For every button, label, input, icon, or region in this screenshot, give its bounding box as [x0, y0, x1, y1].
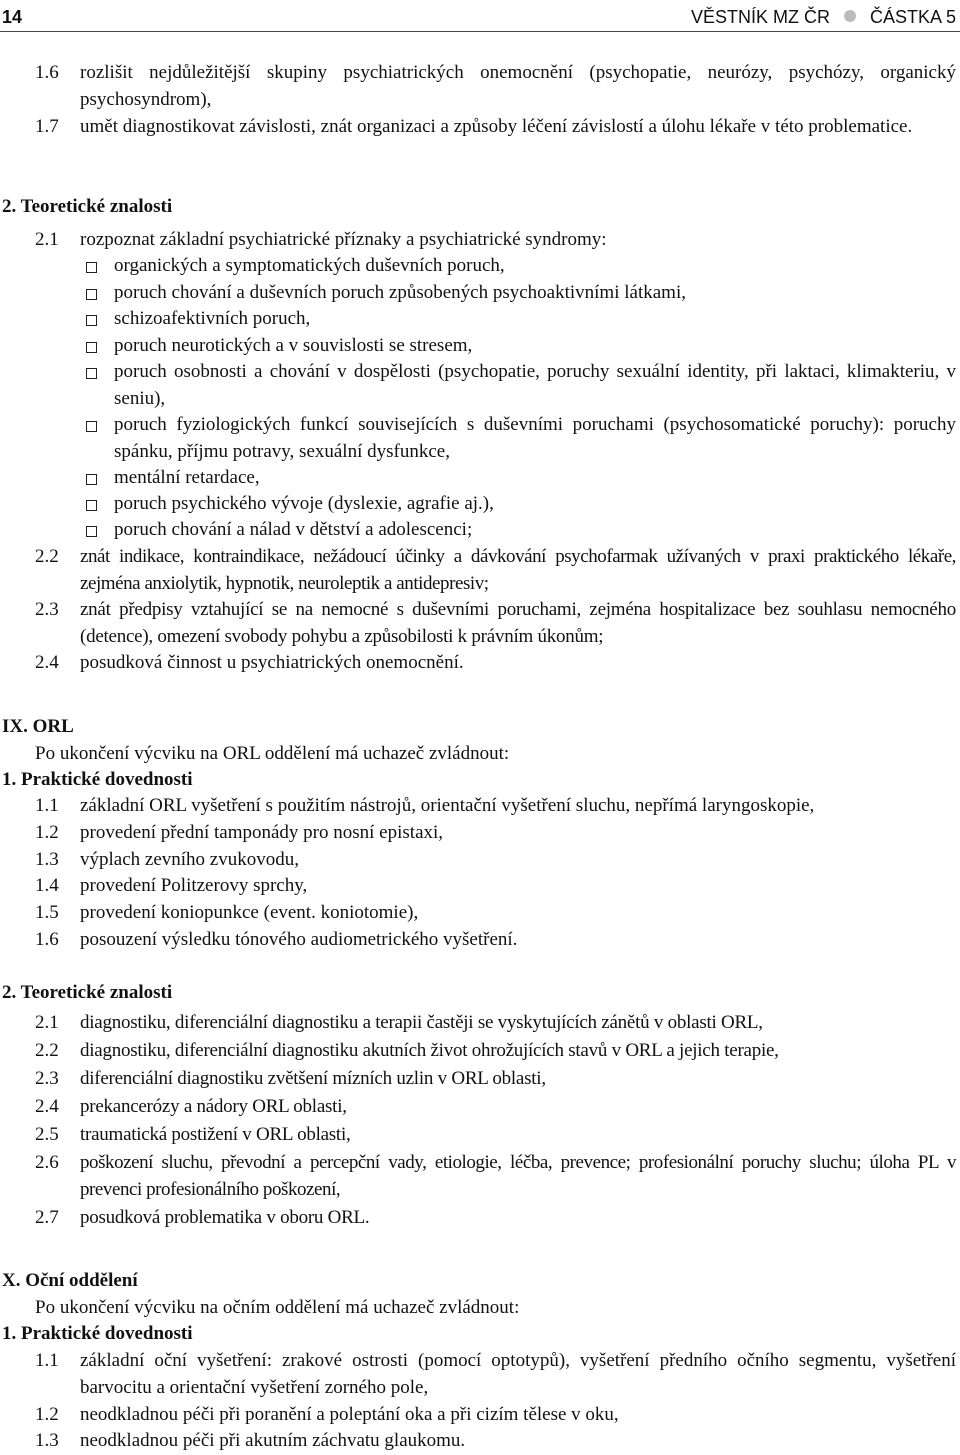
item-number: 2.5: [35, 1124, 59, 1145]
item-number: 2.3: [35, 1068, 59, 1089]
chapter-intro: Po ukončení výcviku na očním oddělení má uchazeč zvládnout:: [35, 1297, 520, 1318]
item-text: výplach zevního zvukovodu,: [80, 849, 299, 870]
chapter-heading: IX. ORL: [2, 716, 74, 737]
item-number: 1.6: [35, 62, 59, 83]
subsection-heading: 1. Praktické dovednosti: [2, 1323, 193, 1344]
publication-title: [691, 4, 956, 31]
publication-name: VĚSTNÍK MZ ČR: [690, 7, 830, 27]
bullet-text: poruch psychického vývoje (dyslexie, agrafie aj.),: [114, 493, 494, 514]
item-text: rozlišit nejdůležitější skupiny psychiatrických onemocnění (psychopatie, neurózy, psychózy, organický psychosyndrom),: [80, 62, 956, 110]
section-heading: 2. Teoretické znalosti: [2, 196, 173, 217]
header-rule: [0, 31, 960, 32]
item-number: 1.4: [35, 875, 59, 896]
subsection-heading: 1. Praktické dovednosti: [2, 769, 193, 790]
bullet-text: mentální retardace,: [114, 467, 260, 488]
item-number: 1.1: [35, 1350, 59, 1371]
chapter-heading: X. Oční oddělení: [2, 1270, 138, 1291]
item-text: základní oční vyšetření: zrakové ostrosti (pomocí optotypů), vyšetření předního očního segmentu, vyšetření barvocitu a orientační vyšetření zorného pole,: [80, 1350, 956, 1398]
item-text: diagnostiku, diferenciální diagnostiku akutních život ohrožujících stavů v ORL a jejich terapie,: [80, 1040, 779, 1061]
bullet-text: schizoafektivních poruch,: [114, 308, 311, 329]
item-text: posudková problematika v oboru ORL.: [80, 1207, 370, 1228]
item-number: 1.2: [35, 1404, 59, 1425]
item-number: 2.7: [35, 1207, 59, 1228]
bullet-text: poruch neurotických a v souvislosti se stresem,: [114, 335, 473, 356]
item-number: 2.4: [35, 1096, 59, 1117]
item-number: 1.7: [35, 116, 59, 137]
item-text: umět diagnostikovat závislosti, znát organizaci a způsoby léčení závislostí a úlohu lékaře v této problematice.: [80, 116, 913, 137]
item-number: 2.1: [35, 1012, 59, 1033]
checkbox-bullet-icon: [86, 474, 97, 485]
checkbox-bullet-icon: [86, 262, 97, 273]
item-number: 2.2: [35, 546, 59, 567]
item-text: poškození sluchu, převodní a percepční vady, etiologie, léčba, prevence; profesionální poruchy sluchu; úloha PL v prevenci profesionálního poškození,: [80, 1152, 956, 1200]
item-text: neodkladnou péči při poranění a poleptání oka a při cizím tělese v oku,: [80, 1404, 619, 1425]
item-text: prekancerózy a nádory ORL oblasti,: [80, 1096, 347, 1117]
item-number: 2.3: [35, 599, 59, 620]
page-header: [0, 0, 960, 30]
bullet-text: poruch osobnosti a chování v dospělosti (psychopatie, poruchy sexuální identity, při laktaci, klimakteriu, v seniu),: [114, 361, 956, 409]
item-number: 1.6: [35, 929, 59, 950]
bullet-text: organických a symptomatických duševních poruch,: [114, 255, 505, 276]
item-number: 2.6: [35, 1152, 59, 1173]
checkbox-bullet-icon: [86, 315, 97, 326]
item-text: základní ORL vyšetření s použitím nástrojů, orientační vyšetření sluchu, nepřímá laryngoskopie,: [80, 795, 815, 816]
chapter-intro: Po ukončení výcviku na ORL oddělení má uchazeč zvládnout:: [35, 743, 510, 764]
checkbox-bullet-icon: [86, 421, 97, 432]
item-number: 2.4: [35, 652, 59, 673]
item-number: 1.2: [35, 822, 59, 843]
bullet-text: poruch chování a duševních poruch způsobených psychoaktivními látkami,: [114, 282, 686, 303]
item-text: provedení přední tamponády pro nosní epistaxi,: [80, 822, 444, 843]
bullet-text: poruch fyziologických funkcí souvisejících s duševními poruchami (psychosomatické poruchy): poruchy spánku, příjmu potravy, sexuální dysfunkce,: [114, 414, 956, 462]
checkbox-bullet-icon: [86, 342, 97, 353]
item-text: znát indikace, kontraindikace, nežádoucí účinky a dávkování psychofarmak užívaných v praxi praktického lékaře, zejména anxiolytik, hypnotik, neuroleptik a antidepresiv;: [80, 546, 956, 594]
item-text: diagnostiku, diferenciální diagnostiku a terapii častěji se vyskytujících zánětů v oblasti ORL,: [80, 1012, 763, 1033]
item-text: provedení Politzerovy sprchy,: [80, 875, 308, 896]
checkbox-bullet-icon: [86, 526, 97, 537]
bullet-text: poruch chování a nálad v dětství a adolescenci;: [114, 519, 473, 540]
item-text: rozpoznat základní psychiatrické příznaky a psychiatrické syndromy:: [80, 229, 607, 250]
checkbox-bullet-icon: [86, 368, 97, 379]
item-text: traumatická postižení v ORL oblasti,: [80, 1124, 351, 1145]
page-number: 14: [2, 7, 23, 27]
subsection-heading: 2. Teoretické znalosti: [2, 982, 173, 1003]
item-text: znát předpisy vztahující se na nemocné s duševními poruchami, zejména hospitalizace bez souhlasu nemocného (detence), omezení svobody pohybu a způsobilosti k právním úkonům;: [80, 599, 956, 647]
item-text: posudková činnost u psychiatrických onemocnění.: [80, 652, 464, 673]
separator-dot-icon: [844, 10, 856, 22]
checkbox-bullet-icon: [86, 500, 97, 511]
item-number: 1.3: [35, 1430, 59, 1451]
item-number: 2.1: [35, 229, 59, 250]
checkbox-bullet-icon: [86, 289, 97, 300]
item-number: 2.2: [35, 1040, 59, 1061]
item-text: diferenciální diagnostiku zvětšení mízních uzlin v ORL oblasti,: [80, 1068, 546, 1089]
item-number: 1.3: [35, 849, 59, 870]
issue-label: ČÁSTKA 5: [869, 7, 956, 27]
item-number: 1.1: [35, 795, 59, 816]
item-text: provedení koniopunkce (event. koniotomie),: [80, 902, 419, 923]
item-text: neodkladnou péči při akutním záchvatu glaukomu.: [80, 1430, 466, 1451]
item-text: posouzení výsledku tónového audiometrického vyšetření.: [80, 929, 518, 950]
item-number: 1.5: [35, 902, 59, 923]
